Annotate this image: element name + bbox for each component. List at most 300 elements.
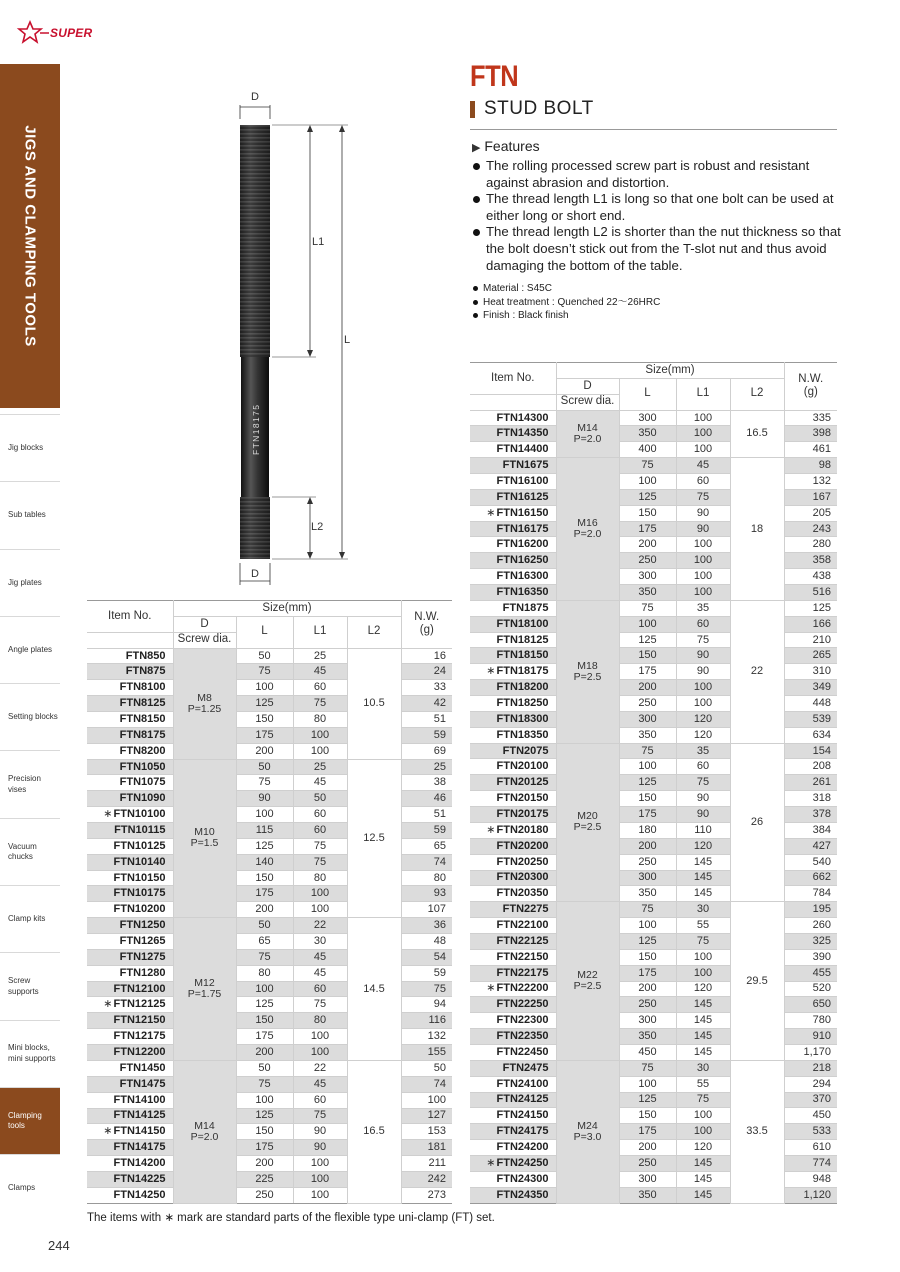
length-l1: 35 bbox=[676, 600, 730, 616]
net-weight: 100 bbox=[401, 1092, 452, 1108]
screw-dia-cell bbox=[556, 410, 619, 458]
length-l: 175 bbox=[236, 886, 293, 902]
item-no bbox=[87, 1013, 173, 1029]
item-no bbox=[87, 870, 173, 886]
item-no bbox=[470, 1092, 556, 1108]
net-weight: 154 bbox=[784, 743, 837, 759]
length-l1: 145 bbox=[676, 886, 730, 902]
item-no-text: FTN1090 bbox=[119, 792, 166, 805]
item-no-text: FTN20200 bbox=[496, 839, 549, 852]
item-no-text: FTN22200 bbox=[496, 982, 549, 995]
sidebar-tab[interactable]: Screw supports bbox=[0, 952, 60, 1019]
diagram-label-l2: L2 bbox=[311, 521, 324, 533]
length-l: 200 bbox=[619, 981, 676, 997]
sidebar-tab[interactable]: Precision vises bbox=[0, 750, 60, 817]
length-l: 250 bbox=[619, 696, 676, 712]
table-row bbox=[470, 600, 837, 616]
table-row bbox=[470, 902, 837, 918]
item-no bbox=[87, 1156, 173, 1172]
length-l1: 100 bbox=[676, 537, 730, 553]
length-l1: 145 bbox=[676, 1187, 730, 1203]
item-no-text: FTN16250 bbox=[496, 554, 549, 567]
length-l1: 100 bbox=[676, 569, 730, 585]
item-no-text: FTN18350 bbox=[496, 728, 549, 741]
length-l: 100 bbox=[619, 1076, 676, 1092]
net-weight: 335 bbox=[784, 410, 837, 426]
length-l1: 120 bbox=[676, 727, 730, 743]
item-no-text: FTN2075 bbox=[502, 744, 549, 757]
item-no-text: FTN8100 bbox=[119, 681, 166, 694]
item-no-text: FTN16150 bbox=[496, 506, 549, 519]
item-no-text: FTN22175 bbox=[496, 966, 549, 979]
net-weight: 59 bbox=[401, 727, 452, 743]
length-l1: 120 bbox=[676, 1140, 730, 1156]
length-l1: 100 bbox=[676, 1108, 730, 1124]
table-row bbox=[87, 759, 452, 775]
length-l1: 90 bbox=[676, 505, 730, 521]
item-no-text: FTN24200 bbox=[496, 1141, 549, 1154]
screw-dia-cell bbox=[556, 600, 619, 743]
length-l: 350 bbox=[619, 426, 676, 442]
net-weight: 38 bbox=[401, 775, 452, 791]
item-no-text: FTN14400 bbox=[496, 443, 549, 456]
asterisk-icon: ∗ bbox=[486, 823, 496, 836]
col-d: D bbox=[556, 378, 619, 394]
net-weight: 610 bbox=[784, 1140, 837, 1156]
item-no bbox=[87, 1187, 173, 1203]
net-weight: 208 bbox=[784, 759, 837, 775]
item-no-text: FTN8125 bbox=[119, 697, 166, 710]
item-no bbox=[87, 1140, 173, 1156]
item-no bbox=[470, 1171, 556, 1187]
length-l1: 25 bbox=[293, 759, 347, 775]
length-l1: 45 bbox=[293, 949, 347, 965]
product-name: STUD BOLT bbox=[484, 98, 594, 119]
length-l: 100 bbox=[619, 759, 676, 775]
net-weight: 132 bbox=[784, 474, 837, 490]
length-l: 115 bbox=[236, 823, 293, 839]
length-l: 175 bbox=[236, 1029, 293, 1045]
item-no-text: FTN8200 bbox=[119, 744, 166, 757]
item-no bbox=[87, 680, 173, 696]
length-l: 400 bbox=[619, 442, 676, 458]
length-l1: 90 bbox=[293, 1124, 347, 1140]
length-l: 75 bbox=[236, 1076, 293, 1092]
item-no bbox=[470, 822, 556, 838]
length-l1: 100 bbox=[676, 680, 730, 696]
length-l1: 100 bbox=[293, 886, 347, 902]
item-no bbox=[470, 1108, 556, 1124]
length-l: 200 bbox=[619, 537, 676, 553]
col-item-no: Item No. bbox=[470, 363, 556, 395]
length-l: 65 bbox=[236, 934, 293, 950]
item-no-text: FTN12200 bbox=[113, 1045, 166, 1058]
net-weight: 310 bbox=[784, 664, 837, 680]
item-no bbox=[470, 569, 556, 585]
item-no-text: FTN10140 bbox=[113, 855, 166, 868]
screw-dia-cell bbox=[173, 759, 236, 918]
triangle-right-icon: ▶ bbox=[472, 142, 481, 154]
length-l: 75 bbox=[619, 743, 676, 759]
item-no bbox=[470, 775, 556, 791]
length-l: 150 bbox=[619, 791, 676, 807]
item-no-text: FTN18300 bbox=[496, 712, 549, 725]
screw-dia: M14 bbox=[194, 1119, 215, 1132]
col-nw-unit: (g) bbox=[803, 386, 818, 399]
item-no bbox=[470, 981, 556, 997]
screw-dia-cell bbox=[173, 918, 236, 1061]
sidebar-tab[interactable]: Clamp kits bbox=[0, 885, 60, 952]
sidebar-tab[interactable]: Clamps bbox=[0, 1154, 60, 1221]
length-l1: 45 bbox=[293, 1076, 347, 1092]
sidebar-tabs bbox=[0, 414, 60, 1222]
item-no bbox=[470, 854, 556, 870]
item-no bbox=[470, 807, 556, 823]
length-l1: 35 bbox=[676, 743, 730, 759]
length-l: 75 bbox=[236, 949, 293, 965]
asterisk-icon: ∗ bbox=[103, 1125, 113, 1138]
item-no-text: FTN14175 bbox=[113, 1141, 166, 1154]
item-no bbox=[470, 1187, 556, 1203]
length-l: 180 bbox=[619, 822, 676, 838]
item-no-text: FTN16175 bbox=[496, 522, 549, 535]
item-no bbox=[87, 886, 173, 902]
length-l1: 75 bbox=[676, 489, 730, 505]
net-weight: 65 bbox=[401, 838, 452, 854]
asterisk-icon: ∗ bbox=[103, 808, 113, 821]
length-l: 125 bbox=[619, 632, 676, 648]
net-weight: 181 bbox=[401, 1140, 452, 1156]
screw-pitch: P=2.0 bbox=[573, 432, 602, 445]
length-l2: 33.5 bbox=[730, 1060, 784, 1203]
item-no-text: FTN22300 bbox=[496, 1014, 549, 1027]
net-weight: 211 bbox=[401, 1156, 452, 1172]
item-no-text: FTN22125 bbox=[496, 934, 549, 947]
item-no bbox=[87, 807, 173, 823]
length-l: 125 bbox=[236, 838, 293, 854]
col-item-no: Item No. bbox=[87, 601, 173, 633]
length-l: 300 bbox=[619, 569, 676, 585]
length-l1: 100 bbox=[293, 743, 347, 759]
length-l: 140 bbox=[236, 854, 293, 870]
length-l: 80 bbox=[236, 965, 293, 981]
col-d: D bbox=[173, 616, 236, 632]
item-no bbox=[470, 1044, 556, 1060]
sidebar-tab[interactable]: Setting blocks bbox=[0, 683, 60, 750]
length-l2: 26 bbox=[730, 743, 784, 902]
item-no-text: FTN1050 bbox=[119, 760, 166, 773]
length-l: 250 bbox=[619, 997, 676, 1013]
length-l: 175 bbox=[619, 1124, 676, 1140]
length-l: 250 bbox=[619, 854, 676, 870]
sidebar-tab[interactable]: Clamping tools bbox=[0, 1087, 60, 1154]
item-no bbox=[87, 696, 173, 712]
item-no bbox=[470, 1124, 556, 1140]
length-l2: 18 bbox=[730, 458, 784, 601]
item-no bbox=[87, 1060, 173, 1076]
length-l: 100 bbox=[236, 807, 293, 823]
item-no-text: FTN12150 bbox=[113, 1014, 166, 1027]
sidebar-tab[interactable]: Sub tables bbox=[0, 481, 60, 548]
sidebar-tab[interactable]: Jig plates bbox=[0, 549, 60, 616]
specs-list bbox=[472, 282, 852, 323]
net-weight: 195 bbox=[784, 902, 837, 918]
diagram-label-l1: L1 bbox=[312, 236, 325, 248]
item-no-text: FTN18250 bbox=[496, 696, 549, 709]
sidebar-tab[interactable]: Jig blocks bbox=[0, 414, 60, 481]
net-weight: 74 bbox=[401, 1076, 452, 1092]
item-no-text: FTN20125 bbox=[496, 776, 549, 789]
item-no bbox=[470, 1013, 556, 1029]
length-l: 75 bbox=[236, 775, 293, 791]
net-weight: 448 bbox=[784, 696, 837, 712]
length-l1: 145 bbox=[676, 1044, 730, 1060]
net-weight: 784 bbox=[784, 886, 837, 902]
length-l1: 100 bbox=[293, 727, 347, 743]
length-l1: 100 bbox=[676, 1124, 730, 1140]
item-no-text: FTN10115 bbox=[114, 823, 166, 836]
screw-dia: M8 bbox=[197, 691, 212, 704]
bolt-engraving: FTN18175 bbox=[251, 403, 261, 455]
net-weight: 93 bbox=[401, 886, 452, 902]
net-weight: 370 bbox=[784, 1092, 837, 1108]
length-l1: 45 bbox=[293, 664, 347, 680]
item-no bbox=[470, 791, 556, 807]
item-no-text: FTN24150 bbox=[496, 1109, 549, 1122]
item-no-text: FTN1265 bbox=[119, 934, 166, 947]
spec-material: Material : S45C bbox=[472, 282, 852, 296]
length-l1: 75 bbox=[676, 775, 730, 791]
net-weight: 780 bbox=[784, 1013, 837, 1029]
item-no bbox=[87, 918, 173, 934]
length-l: 250 bbox=[619, 553, 676, 569]
net-weight: 75 bbox=[401, 981, 452, 997]
length-l: 150 bbox=[619, 1108, 676, 1124]
length-l: 200 bbox=[619, 1140, 676, 1156]
item-no bbox=[470, 965, 556, 981]
item-no-text: FTN20350 bbox=[496, 887, 549, 900]
net-weight: 33 bbox=[401, 680, 452, 696]
length-l: 175 bbox=[619, 965, 676, 981]
net-weight: 25 bbox=[401, 759, 452, 775]
net-weight: 280 bbox=[784, 537, 837, 553]
item-no bbox=[470, 1140, 556, 1156]
item-no-text: FTN18100 bbox=[496, 617, 549, 630]
item-no-text: FTN22350 bbox=[496, 1030, 549, 1043]
item-no bbox=[87, 648, 173, 664]
length-l: 50 bbox=[236, 918, 293, 934]
item-no bbox=[470, 521, 556, 537]
net-weight: 260 bbox=[784, 918, 837, 934]
net-weight: 36 bbox=[401, 918, 452, 934]
item-no-text: FTN1450 bbox=[119, 1061, 166, 1074]
length-l1: 110 bbox=[676, 822, 730, 838]
table-row bbox=[470, 458, 837, 474]
length-l: 300 bbox=[619, 711, 676, 727]
item-no-text: FTN14125 bbox=[113, 1109, 166, 1122]
net-weight: 539 bbox=[784, 711, 837, 727]
item-no-text: FTN18125 bbox=[496, 633, 549, 646]
net-weight: 438 bbox=[784, 569, 837, 585]
net-weight: 390 bbox=[784, 949, 837, 965]
length-l: 90 bbox=[236, 791, 293, 807]
length-l1: 75 bbox=[293, 1108, 347, 1124]
length-l: 125 bbox=[619, 775, 676, 791]
length-l1: 60 bbox=[676, 759, 730, 775]
screw-dia: M12 bbox=[194, 977, 215, 990]
item-no-text: FTN24125 bbox=[496, 1093, 549, 1106]
length-l1: 100 bbox=[676, 696, 730, 712]
length-l: 200 bbox=[619, 680, 676, 696]
sidebar-section-title: JIGS AND CLAMPING TOOLS bbox=[21, 125, 39, 347]
length-l1: 60 bbox=[293, 680, 347, 696]
col-l1: L1 bbox=[293, 616, 347, 648]
length-l1: 60 bbox=[293, 1092, 347, 1108]
item-no-text: FTN24175 bbox=[496, 1125, 549, 1138]
net-weight: 59 bbox=[401, 965, 452, 981]
item-no bbox=[470, 918, 556, 934]
col-item-no-spacer bbox=[87, 632, 173, 648]
net-weight: 46 bbox=[401, 791, 452, 807]
length-l1: 30 bbox=[676, 902, 730, 918]
sidebar-tab[interactable]: Mini blocks, mini supports bbox=[0, 1020, 60, 1087]
length-l: 175 bbox=[236, 1140, 293, 1156]
item-no bbox=[87, 1108, 173, 1124]
net-weight: 325 bbox=[784, 933, 837, 949]
item-no bbox=[470, 616, 556, 632]
net-weight: 461 bbox=[784, 442, 837, 458]
length-l1: 100 bbox=[293, 1187, 347, 1203]
net-weight: 910 bbox=[784, 1029, 837, 1045]
net-weight: 650 bbox=[784, 997, 837, 1013]
screw-dia: M24 bbox=[577, 1119, 598, 1132]
length-l: 175 bbox=[619, 807, 676, 823]
length-l: 125 bbox=[236, 696, 293, 712]
item-no-text: FTN20175 bbox=[496, 807, 549, 820]
item-no bbox=[470, 505, 556, 521]
length-l1: 60 bbox=[293, 981, 347, 997]
length-l1: 90 bbox=[676, 664, 730, 680]
item-no bbox=[87, 664, 173, 680]
item-no-text: FTN20300 bbox=[496, 871, 549, 884]
col-l: L bbox=[619, 378, 676, 410]
length-l1: 75 bbox=[676, 933, 730, 949]
length-l: 150 bbox=[619, 505, 676, 521]
net-weight: 59 bbox=[401, 823, 452, 839]
item-no-text: FTN20180 bbox=[496, 823, 549, 836]
item-no-text: FTN22100 bbox=[496, 919, 549, 931]
net-weight: 540 bbox=[784, 854, 837, 870]
table-row bbox=[87, 918, 452, 934]
item-no bbox=[87, 727, 173, 743]
item-no bbox=[87, 838, 173, 854]
item-no-text: FTN1275 bbox=[119, 950, 166, 963]
length-l1: 120 bbox=[676, 981, 730, 997]
item-no-text: FTN10150 bbox=[113, 871, 166, 884]
item-no-text: FTN10175 bbox=[113, 887, 166, 900]
screw-dia-cell bbox=[173, 1060, 236, 1203]
length-l: 225 bbox=[236, 1171, 293, 1187]
length-l1: 60 bbox=[676, 474, 730, 490]
net-weight: 265 bbox=[784, 648, 837, 664]
length-l1: 75 bbox=[293, 696, 347, 712]
item-no-text: FTN14150 bbox=[113, 1125, 166, 1138]
screw-pitch: P=1.25 bbox=[187, 702, 222, 715]
item-no bbox=[87, 743, 173, 759]
item-no bbox=[470, 648, 556, 664]
length-l1: 100 bbox=[293, 1029, 347, 1045]
item-no-text: FTN12125 bbox=[113, 998, 166, 1011]
length-l: 175 bbox=[236, 727, 293, 743]
item-no-text: FTN24100 bbox=[496, 1077, 549, 1090]
sidebar-tab[interactable]: Angle plates bbox=[0, 616, 60, 683]
net-weight: 98 bbox=[784, 458, 837, 474]
length-l1: 100 bbox=[676, 553, 730, 569]
net-weight: 948 bbox=[784, 1171, 837, 1187]
net-weight: 273 bbox=[401, 1187, 452, 1203]
col-nw bbox=[401, 601, 452, 649]
feature-item: The thread length L1 is long so that one bolt can be used at either long or short end. bbox=[472, 191, 842, 224]
screw-dia-cell bbox=[173, 648, 236, 759]
length-l1: 90 bbox=[676, 521, 730, 537]
col-size: Size(mm) bbox=[556, 363, 784, 379]
length-l1: 100 bbox=[676, 949, 730, 965]
length-l1: 145 bbox=[676, 854, 730, 870]
screw-pitch: P=1.5 bbox=[190, 837, 219, 850]
item-no-text: FTN24300 bbox=[496, 1172, 549, 1185]
length-l: 125 bbox=[236, 1108, 293, 1124]
net-weight: 42 bbox=[401, 696, 452, 712]
features-title: Features bbox=[484, 138, 540, 154]
item-no bbox=[470, 727, 556, 743]
item-no bbox=[87, 823, 173, 839]
net-weight: 427 bbox=[784, 838, 837, 854]
net-weight: 24 bbox=[401, 664, 452, 680]
col-screw-dia: Screw dia. bbox=[173, 632, 236, 648]
item-no bbox=[87, 965, 173, 981]
length-l: 350 bbox=[619, 727, 676, 743]
item-no bbox=[470, 1076, 556, 1092]
item-no bbox=[470, 902, 556, 918]
star-logo-icon bbox=[10, 20, 50, 46]
item-no bbox=[470, 743, 556, 759]
length-l: 150 bbox=[619, 648, 676, 664]
item-no bbox=[87, 997, 173, 1013]
sidebar-tab[interactable]: Vacuum chucks bbox=[0, 818, 60, 885]
col-l1: L1 bbox=[676, 378, 730, 410]
net-weight: 1,170 bbox=[784, 1044, 837, 1060]
col-screw-dia: Screw dia. bbox=[556, 394, 619, 410]
length-l: 350 bbox=[619, 1029, 676, 1045]
item-no bbox=[470, 474, 556, 490]
length-l: 50 bbox=[236, 759, 293, 775]
stud-bolt-diagram bbox=[230, 85, 360, 590]
length-l2: 12.5 bbox=[347, 759, 401, 918]
item-no-text: FTN14200 bbox=[113, 1157, 166, 1169]
length-l1: 55 bbox=[676, 1076, 730, 1092]
length-l: 150 bbox=[236, 712, 293, 728]
length-l1: 45 bbox=[293, 965, 347, 981]
length-l1: 80 bbox=[293, 870, 347, 886]
length-l1: 80 bbox=[293, 712, 347, 728]
length-l1: 100 bbox=[676, 585, 730, 601]
item-no bbox=[87, 1029, 173, 1045]
item-no-text: FTN24350 bbox=[496, 1188, 549, 1201]
col-nw-label: N.W. bbox=[798, 373, 824, 386]
item-no bbox=[470, 664, 556, 680]
net-weight: 205 bbox=[784, 505, 837, 521]
net-weight: 116 bbox=[401, 1013, 452, 1029]
